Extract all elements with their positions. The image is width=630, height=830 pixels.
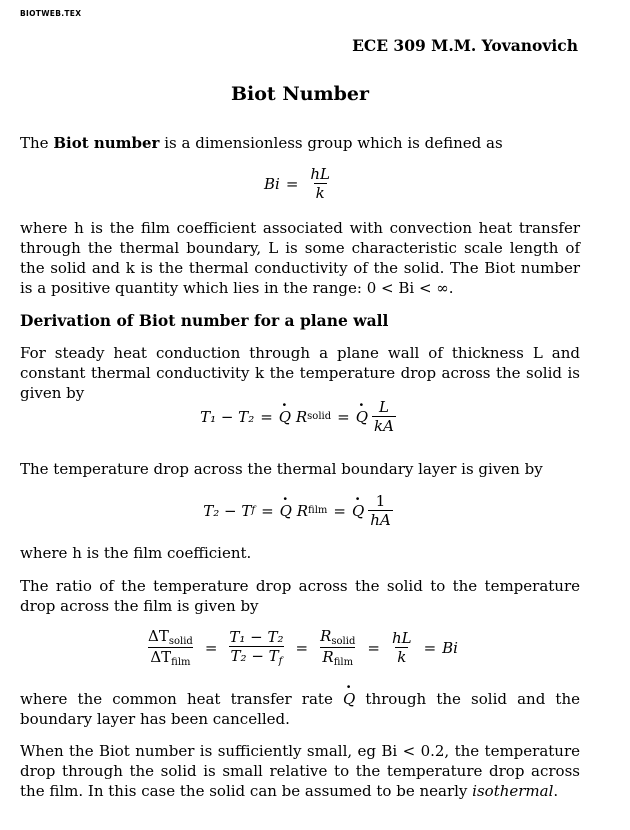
biot-denominator: k — [315, 184, 325, 202]
film-frac-num: 1 — [375, 492, 386, 510]
steady-paragraph: For steady heat conduction through a plane wall of thickness L and constant thermal conductivity k the temperature drop across the solid is given by — [20, 344, 580, 402]
ratio-f4-num: hL — [391, 629, 412, 647]
intro-paragraph — [20, 133, 580, 153]
film-lhs: T₂ − T — [203, 501, 252, 520]
small-end: . — [553, 782, 559, 800]
where-paragraph: where h is the film coefficient associated with convection heat transfer through the thermal boundary, L is some characteristic scale length of the solid and k is the thermal conductivity of the solid. The Biot number is a positive quantity which lies in the range: 0 < Bi < ∞. — [20, 219, 580, 297]
ratio-f3-den: $R_{film}$ — [322, 648, 354, 668]
ratio-f1-num: $\Delta T_{solid}$ — [148, 627, 193, 647]
page-title: Biot Number — [230, 83, 369, 105]
ratio-f4-den: k — [397, 648, 407, 666]
solid-fraction — [372, 398, 396, 435]
biot-lhs: Bi — [263, 174, 280, 193]
solid-equation: T₁ − T₂ = · Q R solid = · Q $\frac{L}{kA}$ — [0, 398, 600, 435]
common-a: where the common heat transfer rate — [20, 690, 343, 708]
biot-numerator: hL — [310, 165, 331, 183]
course-header: ECE 309 M.M. Yovanovich — [352, 36, 578, 55]
q-dot-2: · Q — [356, 408, 368, 426]
r-film-sub: film — [308, 505, 328, 516]
biot-term: Biot number — [53, 134, 160, 152]
ratio-paragraph: The ratio of the temperature drop across the solid to the temperature drop across the film is given by — [20, 577, 580, 615]
film-frac-den: hA — [370, 511, 391, 529]
r-film: R — [296, 501, 309, 520]
r-solid-sub: solid — [307, 411, 332, 422]
film-drop-paragraph: The temperature drop across the thermal boundary layer is given by — [20, 460, 543, 478]
biot-fraction — [308, 165, 332, 202]
q-dot-3: · Q — [280, 502, 292, 520]
ratio-f2-num: T₁ − T₂ — [229, 628, 284, 646]
ratio-frac-2 — [227, 628, 285, 667]
derivation-heading: Derivation of Biot number for a plane wall — [20, 311, 389, 330]
ratio-f2-den: $T_2 - T_f$ — [230, 647, 283, 667]
file-tag: BIOTWEB.TEX — [20, 9, 82, 18]
ratio-f3-num: $R_{solid}$ — [320, 627, 356, 647]
h-paragraph: where h is the film coefficient. — [20, 544, 252, 562]
q-dot-1: · Q — [279, 408, 291, 426]
solid-frac-num: L — [378, 398, 389, 416]
small-biot-paragraph — [20, 741, 580, 801]
q-dot-4: · Q — [352, 502, 364, 520]
film-lhs-sub: f — [251, 505, 256, 516]
ratio-rhs: Bi — [442, 638, 458, 657]
common-q: · Q — [343, 689, 355, 709]
ratio-frac-3 — [318, 627, 357, 668]
isothermal-word: isothermal — [472, 782, 554, 800]
film-equation: T₂ − T f = · Q R film = · Q $\frac{1}{hA}$ — [0, 492, 600, 529]
film-fraction — [368, 492, 393, 529]
ratio-frac-4 — [390, 629, 414, 666]
intro-lead: The — [20, 134, 54, 152]
common-paragraph — [20, 689, 580, 729]
biot-formula: Bi = $\frac{hL}{k}$ — [263, 165, 331, 202]
solid-frac-den: kA — [374, 417, 394, 435]
ratio-f1-den: $\Delta T_{film}$ — [150, 648, 191, 668]
ratio-equation: $\frac{\Delta T_{solid}}{\Delta T_{film}}$ = $\frac{\text{T₁ − T₂}}{T_2 - T_f}$ = $\frac{R_{solid}}{R_{film}}$ = $\frac{hL}{k}$ = Bi — [148, 627, 458, 668]
common-b: through the solid and the boundary layer has been cancelled. — [20, 690, 581, 728]
r-solid: R — [295, 407, 308, 426]
small-a: When the Biot number is sufficiently small, eg Bi < 0.2, the temperature drop through the solid is small relative to the temperature drop across the film. In this case the solid can be assumed to be nearly — [20, 742, 580, 800]
solid-lhs: T₁ − T₂ — [200, 407, 255, 426]
ratio-frac-1 — [146, 627, 195, 668]
intro-rest: is a dimensionless group which is defined as — [159, 134, 503, 152]
